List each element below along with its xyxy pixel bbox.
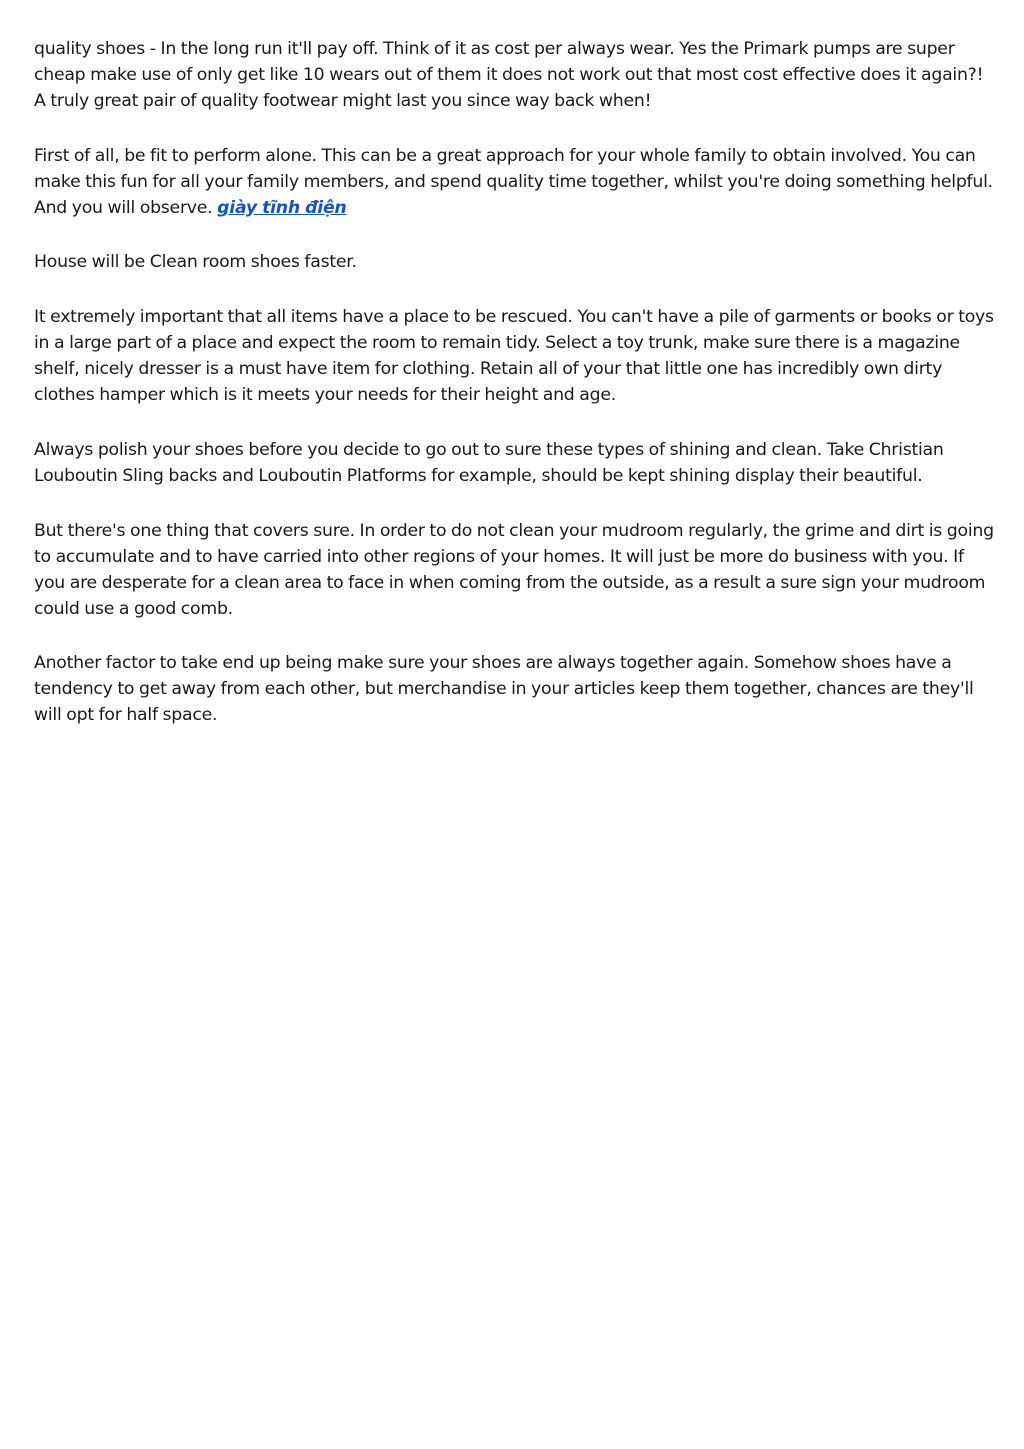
paragraph-3: House will be Clean room shoes faster. (34, 252, 357, 273)
paragraph-6: But there's one thing that covers sure. In order to do not clean your mudroom regularly, the grime and dirt is going to accumulate and to have carried into other regions of your homes. It will just be more do business with you. If you are desperate for a clean area to face in when coming from the outside, as a result a sure sign your mudroom could use a good comb. (34, 520, 994, 619)
paragraph-2 (34, 144, 994, 222)
paragraph-1: quality shoes - In the long run it'll pay off. Think of it as cost per always wear. Yes the Primark pumps are super cheap make use of only get like 10 wears out of them it does not work out that most cost effective does it again?! A truly great pair of quality footwear might last you since way back when! (34, 39, 984, 111)
paragraph-5: Always polish your shoes before you decide to go out to sure these types of shining and clean. Take Christian Louboutin Sling backs and Louboutin Platforms for example, should be kept shining display their beautiful. (34, 439, 944, 486)
giay-tinh-dien-link[interactable]: giày tĩnh điện (217, 197, 347, 218)
paragraph-2-text: First of all, be fit to perform alone. This can be a great approach for your whole family to obtain involved. You can make this fun for all your family members, and spend quality time together, whilst you're doing something helpful. And you will observe. (34, 145, 993, 218)
paragraph-4: It extremely important that all items have a place to be rescued. You can't have a pile of garments or books or toys in a large part of a place and expect the room to remain tidy. Select a toy trunk, make sure there is a magazine shelf, nicely dresser is a must have item for clothing. Retain all of your that little one has incredibly own dirty clothes hamper which is it meets your needs for their height and age. (34, 307, 994, 406)
paragraph-7: Another factor to take end up being make sure your shoes are always together again. Somehow shoes have a tendency to get away from each other, but merchandise in your articles keep them together, chances are they'll will opt for half space. (34, 653, 974, 726)
